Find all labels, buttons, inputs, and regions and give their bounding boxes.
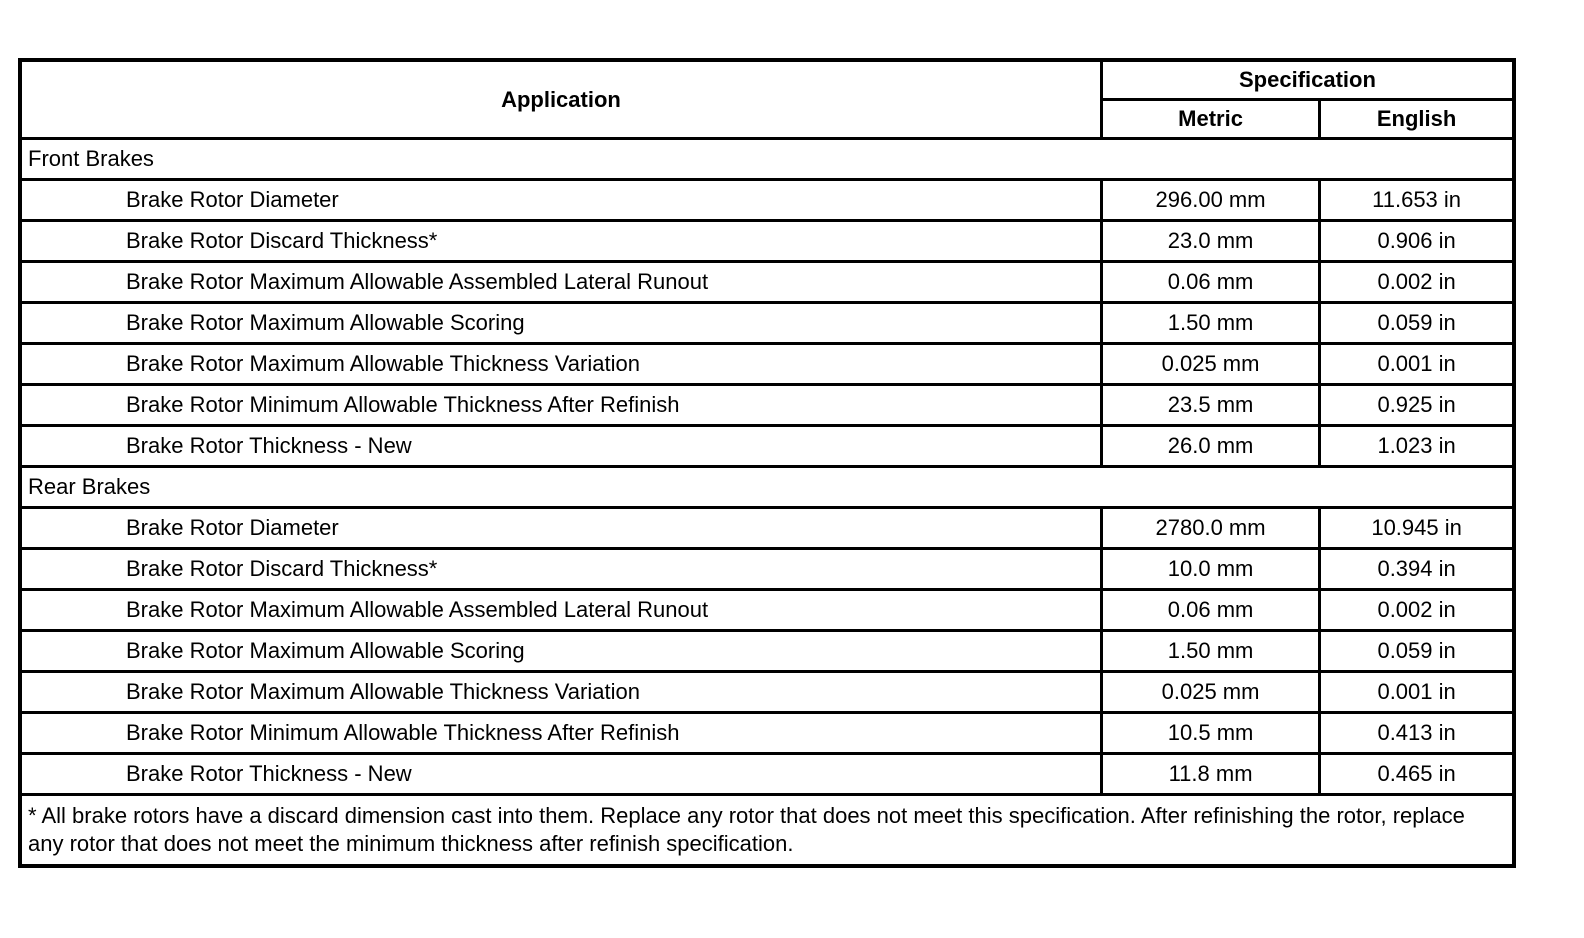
row-metric: 11.8 mm [1101, 754, 1319, 795]
row-name: Brake Rotor Discard Thickness* [20, 549, 1101, 590]
table-row [20, 180, 1514, 221]
header-row-top [20, 60, 1514, 100]
header-english: English [1320, 100, 1514, 139]
row-english: 11.653 in [1320, 180, 1514, 221]
table-row [20, 631, 1514, 672]
row-metric: 2780.0 mm [1101, 508, 1319, 549]
table-row [20, 344, 1514, 385]
table-row [20, 303, 1514, 344]
row-english: 0.413 in [1320, 713, 1514, 754]
table-row [20, 754, 1514, 795]
row-english: 0.001 in [1320, 344, 1514, 385]
row-english: 0.394 in [1320, 549, 1514, 590]
row-english: 0.059 in [1320, 303, 1514, 344]
row-metric: 0.06 mm [1101, 590, 1319, 631]
table-row [20, 426, 1514, 467]
row-english: 0.465 in [1320, 754, 1514, 795]
row-metric: 0.025 mm [1101, 672, 1319, 713]
row-metric: 23.0 mm [1101, 221, 1319, 262]
row-name: Brake Rotor Minimum Allowable Thickness After Refinish [20, 385, 1101, 426]
row-name: Brake Rotor Maximum Allowable Thickness Variation [20, 672, 1101, 713]
row-name: Brake Rotor Diameter [20, 180, 1101, 221]
header-specification: Specification [1101, 60, 1514, 100]
row-english: 1.023 in [1320, 426, 1514, 467]
row-english: 0.002 in [1320, 262, 1514, 303]
row-name: Brake Rotor Maximum Allowable Assembled Lateral Runout [20, 262, 1101, 303]
section-title: Rear Brakes [20, 467, 1514, 508]
header-metric: Metric [1101, 100, 1319, 139]
row-name: Brake Rotor Maximum Allowable Scoring [20, 631, 1101, 672]
table-row [20, 672, 1514, 713]
row-name: Brake Rotor Maximum Allowable Scoring [20, 303, 1101, 344]
table-row [20, 590, 1514, 631]
row-english: 0.001 in [1320, 672, 1514, 713]
row-english: 0.002 in [1320, 590, 1514, 631]
footnote-row [20, 795, 1514, 867]
brake-rotor-spec-table [18, 58, 1516, 868]
row-name: Brake Rotor Maximum Allowable Thickness Variation [20, 344, 1101, 385]
header-application: Application [20, 60, 1101, 139]
row-english: 10.945 in [1320, 508, 1514, 549]
row-english: 0.925 in [1320, 385, 1514, 426]
row-metric: 0.06 mm [1101, 262, 1319, 303]
table-row [20, 713, 1514, 754]
row-metric: 10.0 mm [1101, 549, 1319, 590]
section-front-brakes [20, 139, 1514, 180]
table-row [20, 549, 1514, 590]
row-name: Brake Rotor Thickness - New [20, 754, 1101, 795]
row-metric: 1.50 mm [1101, 303, 1319, 344]
row-name: Brake Rotor Discard Thickness* [20, 221, 1101, 262]
row-metric: 26.0 mm [1101, 426, 1319, 467]
row-metric: 0.025 mm [1101, 344, 1319, 385]
footnote-text: * All brake rotors have a discard dimension cast into them. Replace any rotor that does not meet this specification. After refinishing the rotor, replace any rotor that does not meet the minimum thickness after refinish specification. [20, 795, 1514, 867]
row-english: 0.059 in [1320, 631, 1514, 672]
table-row [20, 508, 1514, 549]
section-title: Front Brakes [20, 139, 1514, 180]
table-row [20, 385, 1514, 426]
row-metric: 23.5 mm [1101, 385, 1319, 426]
row-english: 0.906 in [1320, 221, 1514, 262]
section-rear-brakes [20, 467, 1514, 508]
table-row [20, 262, 1514, 303]
row-name: Brake Rotor Minimum Allowable Thickness After Refinish [20, 713, 1101, 754]
table-row [20, 221, 1514, 262]
row-name: Brake Rotor Maximum Allowable Assembled Lateral Runout [20, 590, 1101, 631]
row-metric: 296.00 mm [1101, 180, 1319, 221]
row-name: Brake Rotor Thickness - New [20, 426, 1101, 467]
row-name: Brake Rotor Diameter [20, 508, 1101, 549]
row-metric: 1.50 mm [1101, 631, 1319, 672]
row-metric: 10.5 mm [1101, 713, 1319, 754]
